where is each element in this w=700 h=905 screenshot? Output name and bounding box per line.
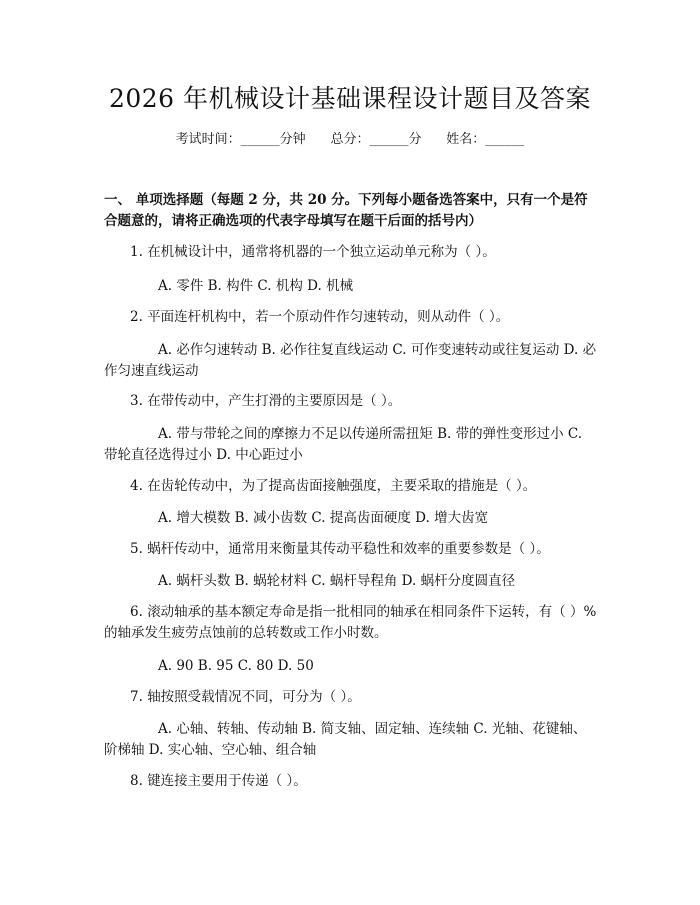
question-number: 4. — [130, 478, 143, 494]
question-stem: 键连接主要用于传递（ ）。 — [147, 773, 307, 789]
question-number: 5. — [130, 541, 143, 557]
question-5 — [104, 539, 598, 560]
question-stem: 平面连杆机构中，若一个原动件作匀速转动，则从动件（ ）。 — [147, 309, 510, 325]
question-1 — [104, 242, 598, 263]
question-stem: 滚动轴承的基本额定寿命是指一批相同的轴承在相同条件下运转，有（ ）%的轴承发生疲劳点蚀前的总转数或工作小时数。 — [104, 604, 597, 641]
question-2-options: A. 必作匀速转动 B. 必作往复直线运动 C. 可作变速转动或往复运动 D. 必作匀速直线运动 — [104, 342, 597, 379]
question-stem: 在带传动中，产生打滑的主要原因是（ ）。 — [147, 393, 402, 409]
total-score-field: 总分：______分 — [330, 132, 422, 147]
document-title: 2026 年机械设计基础课程设计题目及答案 — [108, 84, 592, 113]
question-7-options: A. 心轴、转轴、传动轴 B. 简支轴、固定轴、连续轴 C. 光轴、花键轴、阶梯轴 D. 实心轴、空心轴、组合轴 — [104, 721, 587, 758]
question-7 — [104, 687, 598, 708]
question-4 — [104, 476, 598, 497]
question-number: 6. — [130, 604, 143, 620]
question-number: 7. — [130, 689, 143, 705]
question-number: 8. — [130, 773, 143, 789]
question-number: 2. — [130, 309, 143, 325]
exam-time-field: 考试时间：______分钟 — [175, 132, 306, 147]
student-name-field: 姓名：______ — [446, 132, 525, 147]
question-number: 1. — [130, 244, 143, 260]
question-1-options: A. 零件 B. 构件 C. 机构 D. 机械 — [158, 278, 354, 294]
question-6-options: A. 90 B. 95 C. 80 D. 50 — [158, 658, 314, 674]
question-stem: 轴按照受载情况不同，可分为（ ）。 — [147, 689, 361, 705]
question-8 — [104, 771, 598, 792]
question-number: 3. — [130, 393, 143, 409]
question-stem: 蜗杆传动中，通常用来衡量其传动平稳性和效率的重要参数是（ ）。 — [147, 541, 550, 557]
question-6 — [104, 602, 598, 644]
question-4-options: A. 增大模数 B. 减小齿数 C. 提高齿面硬度 D. 增大齿宽 — [158, 510, 489, 526]
question-5-options: A. 蜗杆头数 B. 蜗轮材料 C. 蜗杆导程角 D. 蜗杆分度圆直径 — [158, 573, 516, 589]
question-3-options: A. 带与带轮之间的摩擦力不足以传递所需扭矩 B. 带的弹性变形过小 C. 带轮直径选得过小 D. 中心距过小 — [104, 426, 583, 463]
question-2 — [104, 307, 598, 328]
question-stem: 在齿轮传动中，为了提高齿面接触强度，主要采取的措施是（ ）。 — [147, 478, 537, 494]
question-stem: 在机械设计中，通常将机器的一个独立运动单元称为（ ）。 — [147, 244, 496, 260]
question-3 — [104, 391, 598, 412]
exam-info-line — [0, 130, 700, 150]
section-heading: 一、 单项选择题（每题 2 分，共 20 分。下列每小题备选答案中，只有一个是符合题意的，请将正确选项的代表字母填写在题干后面的括号内） — [104, 192, 588, 229]
